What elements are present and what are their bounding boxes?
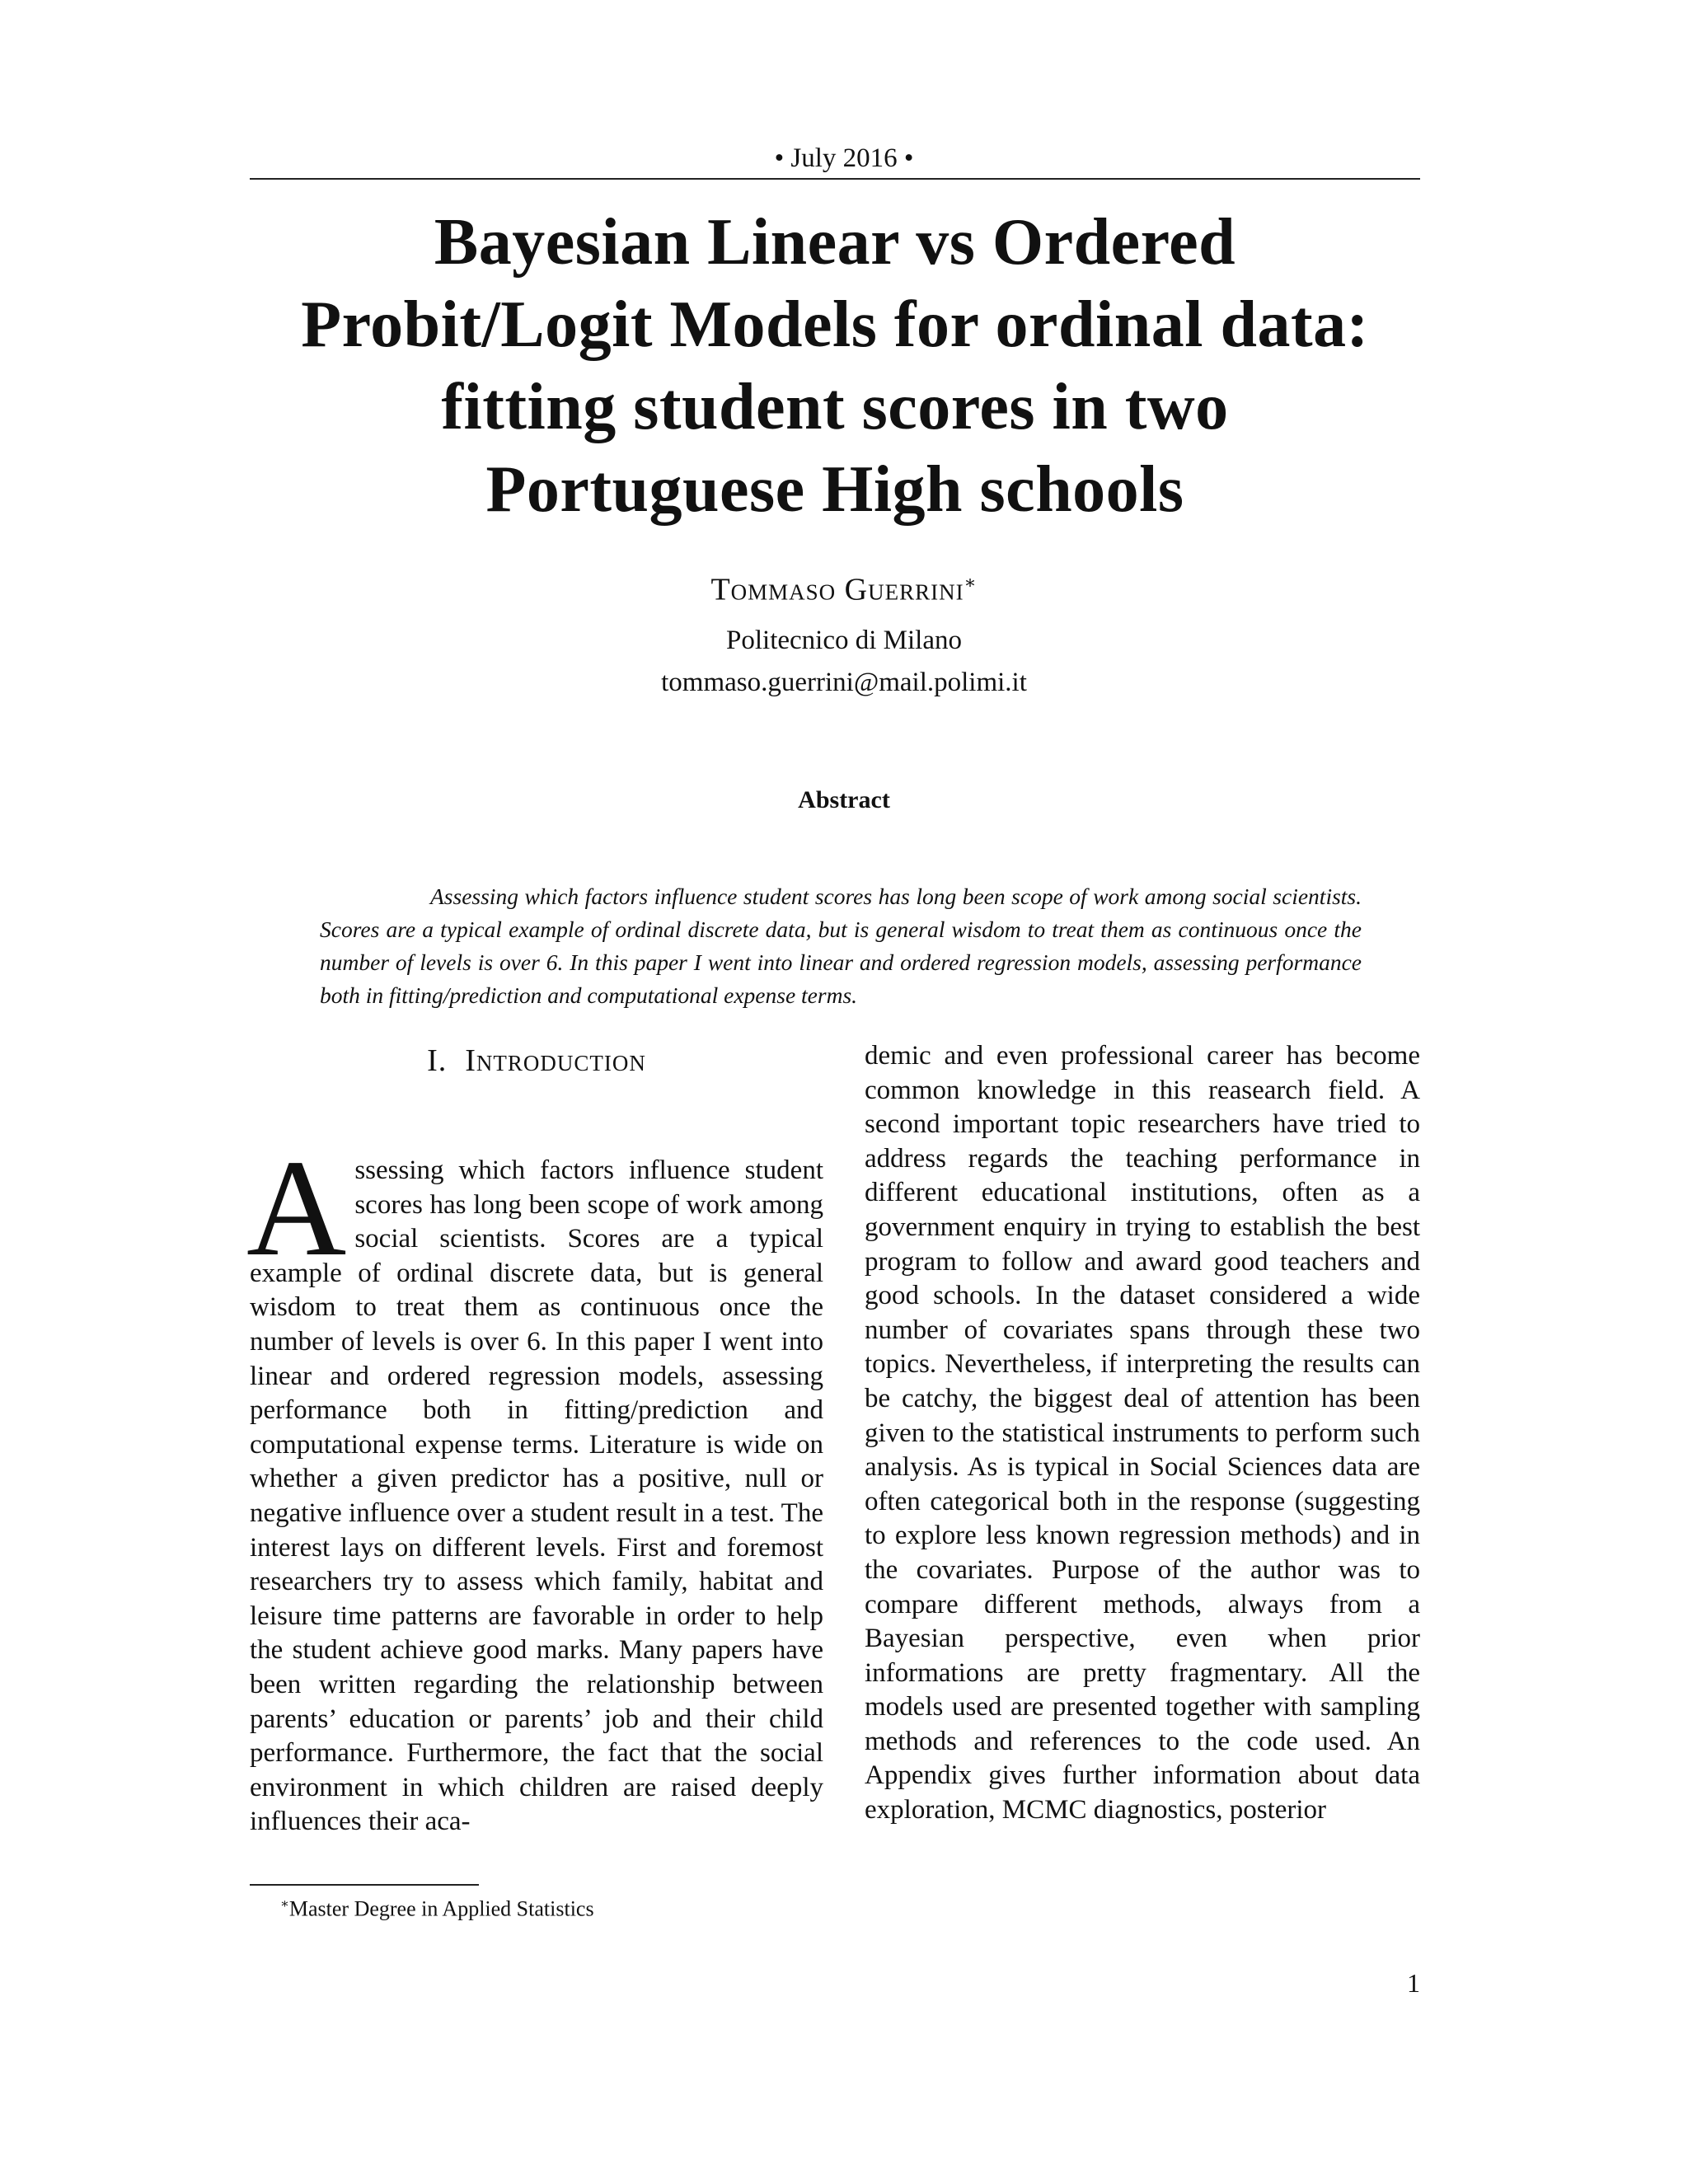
- author-affiliation: Politecnico di Milano: [726, 626, 962, 655]
- header-rule: [250, 178, 1420, 180]
- body-column-right: [865, 1039, 1420, 1828]
- title-line: Bayesian Linear vs Ordered: [434, 206, 1236, 279]
- paper-title: [250, 201, 1420, 531]
- title-line: Portuguese High schools: [485, 453, 1184, 526]
- abstract-text: Assessing which factors influence student scores has long been scope of work among social scientists. Scores are a typical example of ordinal discrete data, but is general wisdom to treat them as continuous once the number of levels is over 6. In this paper I went into linear and ordered regression models, assessing performance both in fitting/prediction and computational expense terms.: [320, 883, 1362, 1008]
- abstract-heading: Abstract: [798, 786, 890, 813]
- section-title: Introduction: [465, 1043, 646, 1078]
- author-footnote-marker: ∗: [964, 572, 978, 593]
- footnote-rule: [250, 1884, 479, 1886]
- section-heading: [250, 1042, 823, 1080]
- body-text-right: demic and even professional career has become common knowledge in this reasearch field. A second important topic researchers have tried to address regards the teaching performance in different educational institutions, often as a government enquiry in trying to establish the best program to follow and award good teachers and good schools. In the dataset considered a wide number of covariates spans through these two topics. Nevertheless, if interpreting the results can be catchy, the biggest deal of attention has been given to the statistical instruments to perform such analysis. As is typical in Social Sciences data are often categorical both in the response (suggesting to explore less known regression methods) and in the covariates. Purpose of the author was to compare different methods, always from a Bayesian perspective, even when prior informations are pretty fragmentary. All the models used are presented together with sampling methods and references to the code used. An Appendix gives further information about data exploration, MCMC diagnostics, posterior: [865, 1041, 1420, 1825]
- section-number: I.: [427, 1043, 448, 1078]
- footnote-marker: ∗: [280, 1897, 289, 1911]
- author-email: tommaso.guerrini@mail.polimi.it: [661, 668, 1027, 697]
- body-column-left: [246, 1132, 823, 1840]
- running-header-date: • July 2016 •: [774, 143, 914, 173]
- author-name: Tommaso Guerrini: [710, 572, 964, 607]
- drop-cap: A: [246, 1132, 347, 1285]
- author-name-line: [0, 564, 1688, 609]
- footnote: [280, 1891, 594, 1924]
- title-line: fitting student scores in two: [441, 371, 1229, 443]
- page-number: 1: [1407, 1968, 1420, 1998]
- body-text-left: ssessing which factors influence student scores has long been scope of work among social scientists. Scores are a typical example of ordinal discrete data, but is general wisdom to treat them as continuous once the number of levels is over 6. In this paper I went into linear and ordered regression models, assessing performance both in fitting/prediction and computational expense terms. Literature is wide on whether a given predictor has a positive, null or negative influence over a student result in a test. The interest lays on different levels. First and foremost researchers try to assess which family, habitat and leisure time patterns are favorable in order to help the student achieve good marks. Many papers have been written regarding the relationship between parents’ education or parents’ job and their child performance. Furthermore, the fact that the social environment in which children are raised deeply influences their aca-: [250, 1155, 823, 1837]
- footnote-text: Master Degree in Applied Statistics: [288, 1896, 594, 1921]
- title-line: Probit/Logit Models for ordinal data:: [301, 288, 1369, 361]
